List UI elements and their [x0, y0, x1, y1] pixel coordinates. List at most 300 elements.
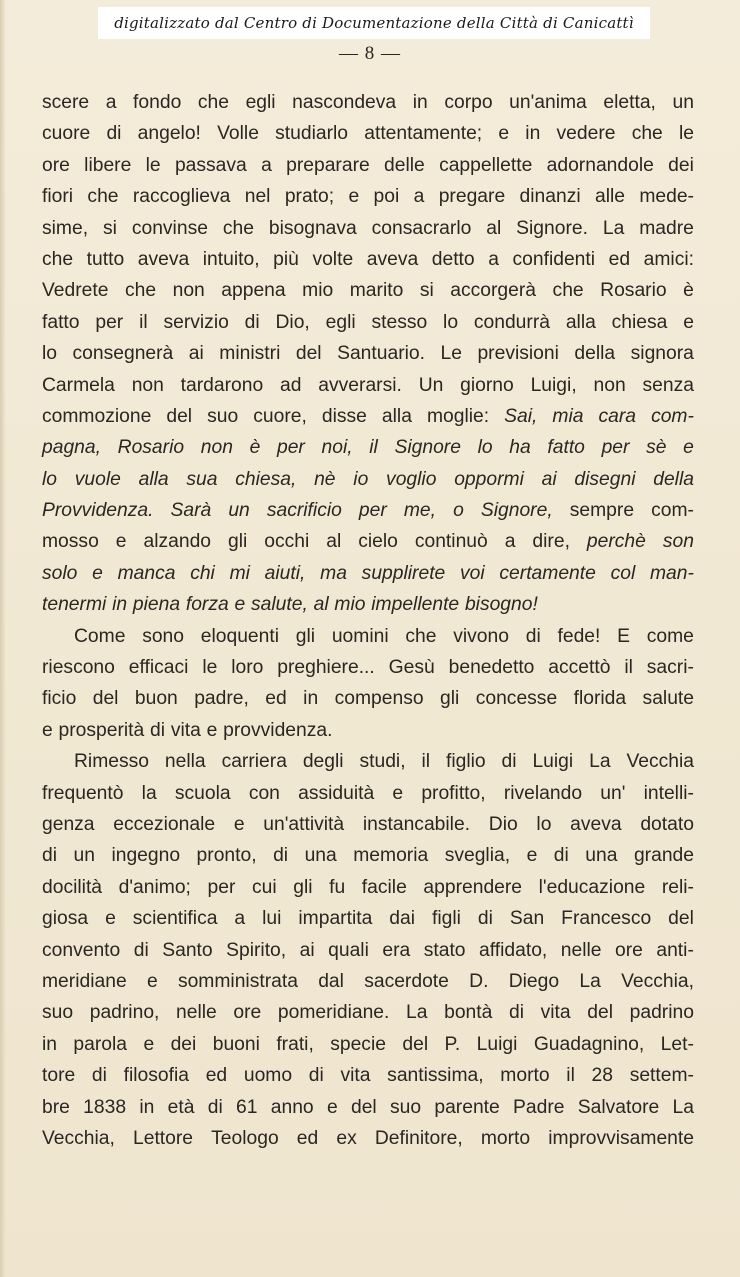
- word: impellente: [371, 594, 460, 616]
- word: affidato,: [479, 939, 548, 961]
- word: consegnerà: [72, 343, 174, 365]
- word: Rimesso: [74, 751, 149, 773]
- word: di: [308, 1065, 324, 1087]
- word: pronto,: [196, 845, 257, 867]
- word: il: [139, 311, 148, 333]
- word: del: [587, 1002, 613, 1024]
- word: ficio: [42, 688, 77, 710]
- word: anti-: [656, 939, 694, 961]
- word: in: [525, 123, 541, 145]
- word: nè: [314, 468, 336, 490]
- word: alzando: [143, 531, 212, 553]
- word: il: [421, 751, 431, 773]
- word: amici:: [643, 248, 694, 270]
- text-line: [42, 213, 694, 244]
- word: Provvidenza.: [42, 500, 154, 522]
- text-line: [42, 1060, 694, 1091]
- word: facile: [361, 876, 407, 898]
- word: di: [273, 845, 289, 867]
- word: pregare: [438, 186, 506, 208]
- word: appena: [221, 280, 286, 302]
- word: madre: [639, 217, 694, 239]
- word: vivono: [453, 625, 509, 647]
- word: a: [105, 92, 117, 113]
- word: di: [133, 939, 149, 961]
- word: manca: [117, 562, 176, 584]
- word: salute,: [251, 594, 308, 616]
- word: alle: [594, 186, 625, 208]
- word: di: [150, 719, 166, 741]
- word: del: [92, 688, 119, 710]
- word: quali: [328, 939, 369, 961]
- word: com-: [651, 500, 694, 522]
- word: eccezionale: [113, 813, 216, 835]
- word: aiuti,: [264, 562, 306, 584]
- word: commozione: [42, 405, 152, 427]
- word: sveglia,: [444, 845, 511, 867]
- word: bontà: [444, 1002, 493, 1024]
- word: e: [683, 437, 694, 459]
- text-line: [42, 370, 694, 401]
- word: gli: [440, 688, 460, 710]
- word: Vecchia: [626, 751, 694, 773]
- word: cuore: [42, 123, 91, 145]
- word: mede-: [639, 186, 694, 208]
- word: Rosario: [117, 437, 185, 459]
- word: che: [124, 280, 157, 302]
- word: eloquenti: [200, 625, 280, 647]
- word: gli: [293, 876, 313, 898]
- word: al: [313, 594, 329, 616]
- word: continuò: [414, 531, 488, 553]
- word: mosso: [42, 531, 99, 553]
- text-line: [42, 558, 694, 589]
- text-line: [42, 621, 694, 652]
- word: e: [146, 970, 158, 992]
- word: alla: [138, 468, 169, 490]
- word: profitto,: [421, 782, 486, 804]
- word: mio: [334, 594, 366, 616]
- word: voglio: [386, 468, 437, 490]
- word: e: [143, 1033, 155, 1055]
- word: io: [353, 468, 369, 490]
- word: come: [646, 625, 694, 647]
- text-line: [42, 903, 694, 934]
- word: concesse: [475, 688, 558, 710]
- word: del: [295, 343, 322, 365]
- word: di: [501, 751, 517, 773]
- word: intuito,: [202, 248, 260, 270]
- word: rivelando: [503, 782, 583, 804]
- word: cara: [598, 405, 637, 427]
- word: pomeridiane.: [277, 1002, 390, 1024]
- word: mia: [552, 405, 584, 427]
- word: 28: [591, 1065, 613, 1087]
- word: non: [172, 280, 205, 302]
- word: lo: [42, 468, 58, 490]
- word: La: [672, 1096, 694, 1118]
- word: dinanzi: [519, 186, 581, 208]
- word: San: [509, 908, 545, 930]
- body-text: [42, 87, 694, 1154]
- word: per: [358, 500, 387, 522]
- word: sempre: [569, 500, 635, 522]
- text-line: [42, 1123, 694, 1154]
- word: cui: [251, 876, 277, 898]
- word: ingegno: [111, 845, 181, 867]
- word: efficaci: [128, 657, 189, 679]
- word: compenso: [334, 688, 424, 710]
- text-line: [42, 840, 694, 871]
- word: Signore,: [480, 500, 553, 522]
- word: dal: [318, 970, 344, 992]
- text-line: [42, 464, 694, 495]
- word: convento: [42, 939, 121, 961]
- word: disegni: [574, 468, 636, 490]
- word: figlio: [445, 751, 486, 773]
- text-line: [42, 338, 694, 369]
- word: studiarlo: [275, 123, 349, 145]
- word: età: [167, 1096, 195, 1118]
- text-line: [42, 87, 694, 118]
- word: che: [405, 625, 437, 647]
- word: convinse: [131, 217, 208, 239]
- word: fatto: [547, 437, 585, 459]
- word: più: [273, 248, 299, 270]
- word: Carmela: [42, 374, 115, 396]
- word: dei: [170, 1033, 197, 1055]
- word: avverarsi.: [318, 374, 402, 396]
- word: un': [600, 782, 626, 804]
- word: o: [453, 500, 464, 522]
- word: signora: [630, 343, 694, 365]
- word: intelli-: [643, 782, 694, 804]
- word: e: [526, 845, 538, 867]
- word: che: [87, 186, 119, 208]
- word: Teologo: [211, 1127, 279, 1149]
- text-line: [42, 683, 694, 714]
- word: nella: [164, 751, 206, 773]
- word: è: [683, 280, 694, 302]
- word: mio: [302, 280, 334, 302]
- word: delle: [384, 154, 425, 176]
- word: accorgerà: [450, 280, 537, 302]
- word: sacri-: [646, 657, 694, 679]
- word: instancabile.: [362, 813, 471, 835]
- word: grande: [633, 845, 694, 867]
- word: del: [402, 1033, 429, 1055]
- word: del: [668, 908, 694, 930]
- word: vita: [170, 719, 201, 741]
- word: impartita: [298, 908, 373, 930]
- word: egli: [325, 311, 356, 333]
- word: Sai,: [504, 405, 538, 427]
- word: piena: [132, 594, 181, 616]
- word: ai: [188, 343, 204, 365]
- word: e: [233, 813, 245, 835]
- word: ad: [280, 374, 302, 396]
- word: fu: [329, 876, 346, 898]
- word: son: [662, 531, 694, 553]
- word: nelle: [176, 1002, 217, 1024]
- word: dotato: [640, 813, 694, 835]
- word: cielo: [358, 531, 398, 553]
- word: di: [244, 311, 260, 333]
- word: della: [574, 343, 616, 365]
- page-number: — 8 —: [339, 43, 401, 64]
- word: Guadagnino,: [533, 1033, 645, 1055]
- word: prato;: [284, 186, 335, 208]
- word: lo: [443, 311, 459, 333]
- word: di: [42, 845, 58, 867]
- word: e: [42, 719, 53, 741]
- word: che: [42, 248, 74, 270]
- word: riescono: [42, 657, 115, 679]
- word: 1838: [83, 1096, 127, 1118]
- word: E: [617, 625, 630, 647]
- word: un'attività: [263, 813, 345, 835]
- word: Spirito,: [226, 939, 287, 961]
- word: condurrà: [473, 311, 550, 333]
- word: Francesco: [561, 908, 652, 930]
- word: chiesa,: [235, 468, 297, 490]
- word: forza: [185, 594, 229, 616]
- word: si: [102, 217, 117, 239]
- word: a: [261, 154, 272, 176]
- word: un'anima: [509, 92, 587, 113]
- word: e: [326, 1096, 338, 1118]
- word: di: [525, 625, 541, 647]
- word: poi: [373, 186, 400, 208]
- word: lo: [42, 343, 58, 365]
- word: a: [488, 248, 499, 270]
- word: vita: [340, 1065, 371, 1087]
- word: le: [678, 123, 694, 145]
- word: di: [553, 845, 569, 867]
- word: e: [392, 782, 404, 804]
- word: sono: [142, 625, 184, 647]
- word: scere: [42, 92, 90, 113]
- word: che: [631, 123, 663, 145]
- word: Luigi: [532, 751, 574, 773]
- word: frati,: [276, 1033, 314, 1055]
- word: filosofia: [123, 1065, 190, 1087]
- word: sacerdote: [364, 970, 449, 992]
- word: Gesù: [388, 657, 435, 679]
- word: il: [624, 657, 633, 679]
- word: reli-: [661, 876, 694, 898]
- word: per: [207, 876, 236, 898]
- word: tutto: [86, 248, 125, 270]
- word: Sarà: [170, 500, 212, 522]
- word: stesso: [371, 311, 428, 333]
- word: aveva: [570, 813, 622, 835]
- word: memoria: [353, 845, 429, 867]
- word: Luigi,: [530, 374, 577, 396]
- word: sua: [186, 468, 218, 490]
- word: Come: [74, 625, 126, 647]
- word: fiori: [42, 186, 74, 208]
- word: meridiane: [42, 970, 127, 992]
- text-line: [42, 589, 694, 620]
- word: scientifica: [132, 908, 218, 930]
- text-line: [42, 809, 694, 840]
- word: che: [222, 217, 254, 239]
- word: oppormi: [454, 468, 524, 490]
- word: fede!: [557, 625, 601, 647]
- word: vita: [540, 1002, 571, 1024]
- word: Volle: [217, 123, 259, 145]
- word: morto: [500, 1065, 550, 1087]
- word: di: [508, 1002, 524, 1024]
- word: angelo!: [137, 123, 201, 145]
- word: cuore,: [253, 405, 307, 427]
- word: aveva: [366, 248, 419, 270]
- word: le: [145, 154, 161, 176]
- word: Signore.: [516, 217, 588, 239]
- word: occhi: [264, 531, 310, 553]
- word: ed: [608, 248, 631, 270]
- word: che: [197, 92, 229, 113]
- word: Santo: [162, 939, 213, 961]
- word: al: [326, 531, 342, 553]
- word: specie: [330, 1033, 386, 1055]
- word: buoni: [212, 1033, 260, 1055]
- word: dire,: [532, 531, 570, 553]
- word: docilità: [42, 876, 103, 898]
- word: salute: [642, 688, 694, 710]
- word: tardarono: [180, 374, 264, 396]
- word: adornandole: [546, 154, 654, 176]
- word: corpo: [444, 92, 493, 113]
- word: anno: [270, 1096, 314, 1118]
- word: attentamente;: [364, 123, 483, 145]
- word: nel: [244, 186, 271, 208]
- word: dei: [668, 154, 694, 176]
- word: solo: [42, 562, 78, 584]
- word: alla: [565, 311, 596, 333]
- word: e: [683, 311, 694, 333]
- text-line: [42, 1092, 694, 1123]
- word: vuole: [74, 468, 121, 490]
- word: ed: [296, 1127, 319, 1149]
- word: benedetto: [448, 657, 535, 679]
- word: Un: [418, 374, 444, 396]
- word: cappellette: [439, 154, 533, 176]
- word: morto: [480, 1127, 531, 1149]
- word: P.: [444, 1033, 461, 1055]
- word: La: [602, 217, 625, 239]
- word: detto: [431, 248, 475, 270]
- word: un: [672, 92, 694, 113]
- word: fatto: [42, 311, 80, 333]
- word: Definitore,: [374, 1127, 463, 1149]
- word: non: [200, 437, 233, 459]
- word: della: [653, 468, 694, 490]
- word: studi,: [359, 751, 406, 773]
- word: tore: [42, 1065, 76, 1087]
- text-line: [42, 746, 694, 777]
- word: ore: [615, 939, 643, 961]
- word: supplirete: [361, 562, 446, 584]
- word: a: [504, 531, 516, 553]
- word: provvidenza.: [223, 719, 333, 741]
- word: consacrarlo: [371, 217, 472, 239]
- word: giosa: [42, 908, 89, 930]
- word: eletta,: [603, 92, 656, 113]
- word: figli: [432, 908, 461, 930]
- text-line: [42, 118, 694, 149]
- word: pagna,: [42, 437, 101, 459]
- word: Dio,: [275, 311, 310, 333]
- word: moglie:: [426, 405, 490, 427]
- word: si: [419, 280, 434, 302]
- word: preparare: [286, 154, 370, 176]
- word: perchè: [586, 531, 646, 553]
- word: La: [589, 751, 611, 773]
- word: lo: [536, 813, 552, 835]
- word: sacrificio: [266, 500, 342, 522]
- word: accettò: [548, 657, 611, 679]
- word: dai: [389, 908, 416, 930]
- word: gli: [295, 625, 316, 647]
- word: e: [92, 562, 103, 584]
- word: man-: [650, 562, 694, 584]
- word: buon: [134, 688, 178, 710]
- word: e: [115, 531, 127, 553]
- word: me,: [403, 500, 436, 522]
- word: suo: [389, 1096, 422, 1118]
- word: padrino: [629, 1002, 694, 1024]
- text-line: [42, 966, 694, 997]
- word: Rosario: [600, 280, 667, 302]
- word: parola: [73, 1033, 128, 1055]
- word: certamente: [499, 562, 596, 584]
- word: e: [234, 594, 246, 616]
- word: ed: [265, 688, 287, 710]
- word: ai: [541, 468, 557, 490]
- word: Vecchia,: [42, 1127, 115, 1149]
- word: ministri: [219, 343, 281, 365]
- word: libere: [84, 154, 132, 176]
- word: bre: [42, 1096, 70, 1118]
- word: il: [369, 437, 378, 459]
- text-line: [42, 872, 694, 903]
- word: Vecchia,: [621, 970, 694, 992]
- page-edge-shadow: [0, 0, 6, 1277]
- word: di: [91, 1065, 107, 1087]
- word: Vedrete: [42, 280, 109, 302]
- word: disse: [321, 405, 367, 427]
- word: chi: [190, 562, 215, 584]
- word: noi,: [321, 437, 353, 459]
- word: per: [601, 437, 630, 459]
- text-line: [42, 432, 694, 463]
- text-line: [42, 181, 694, 212]
- text-line: [42, 244, 694, 275]
- word: in: [412, 92, 428, 113]
- word: in: [112, 594, 128, 616]
- word: Luigi: [476, 1033, 518, 1055]
- text-line: [42, 526, 694, 557]
- word: Salvatore: [577, 1096, 660, 1118]
- word: senza: [642, 374, 694, 396]
- word: e: [498, 123, 510, 145]
- word: Le: [440, 343, 462, 365]
- text-line: [42, 307, 694, 338]
- word: per: [95, 311, 124, 333]
- word: assiduità: [298, 782, 375, 804]
